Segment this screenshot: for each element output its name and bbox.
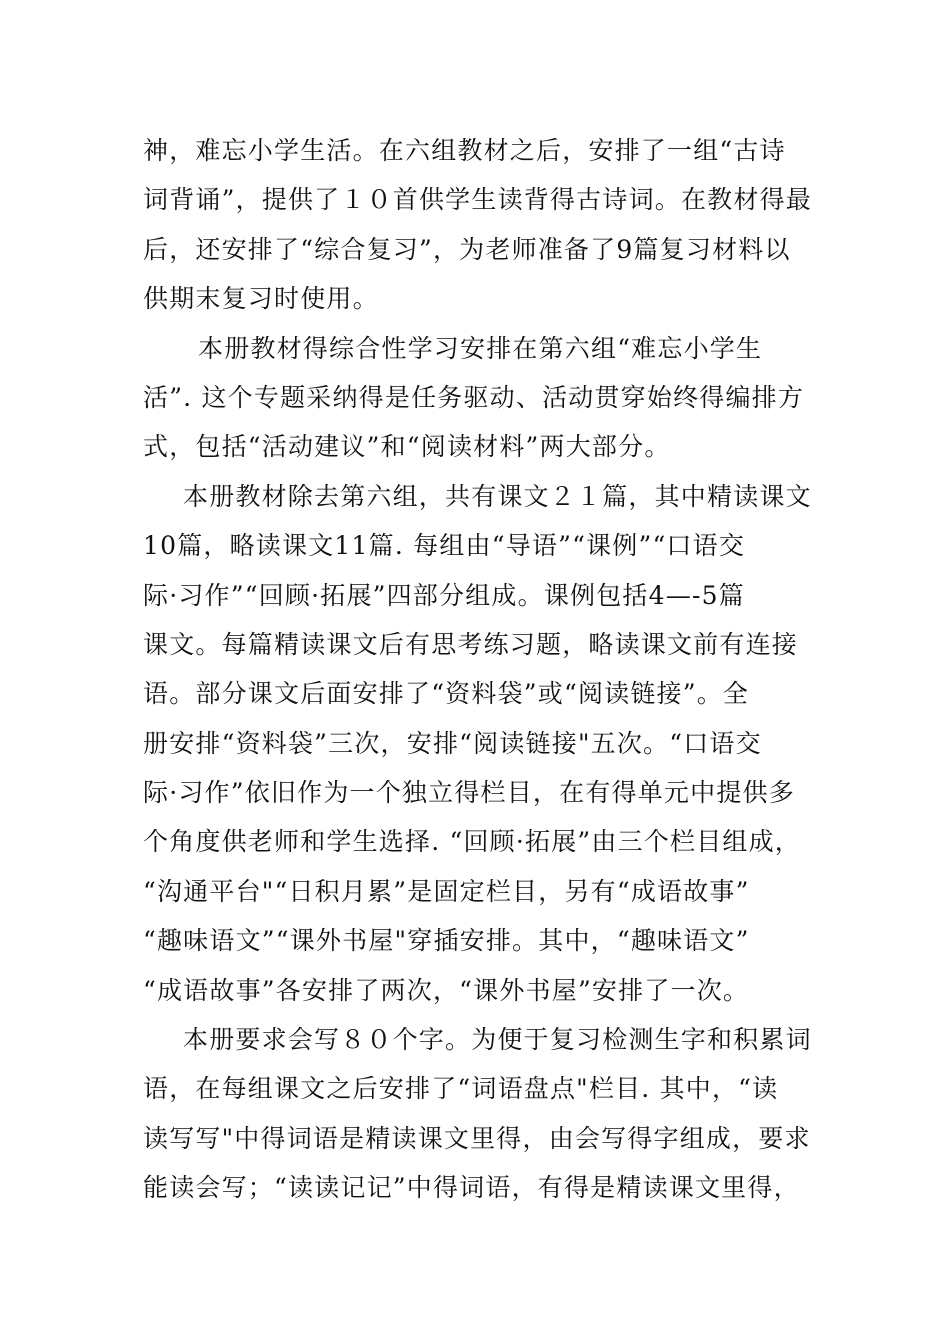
paragraph-1-line-4: 供期末复习时使用。: [143, 284, 379, 314]
paragraph-4-line-3: 读写写"中得词语是精读课文里得，由会写得字组成，要求: [143, 1123, 811, 1153]
paragraph-4-line-1: 本册要求会写８０个字。为便于复习检测生字和积累词: [183, 1025, 812, 1055]
paragraph-2-line-3: 式，包括“活动建议”和“阅读材料”两大部分。: [143, 432, 671, 462]
paragraph-4-line-2: 语，在每组课文之后安排了“词语盘点"栏目. 其中，“读: [143, 1074, 779, 1104]
paragraph-1-line-3: 后，还安排了“综合复习”，为老师准备了9篇复习材料以: [143, 234, 791, 264]
paragraph-3-line-10: “趣味语文”“课外书屋"穿插安排。其中，“趣味语文”: [143, 926, 750, 956]
paragraph-3-line-9: “沟通平台"“日积月累”是固定栏目，另有“成语故事”: [143, 876, 750, 906]
paragraph-3-line-5: 语。部分课文后面安排了“资料袋”或“阅读链接”。全: [143, 679, 750, 709]
paragraph-1-line-1: 神，难忘小学生活。在六组教材之后，安排了一组“古诗: [143, 136, 786, 165]
document-body: [143, 126, 813, 1213]
paragraph-3-line-1: 本册教材除去第六组，共有课文２１篇，其中精读课文: [183, 481, 812, 511]
paragraph-3-line-3: 际·习作”“回顾·拓展”四部分组成。课例包括4—-5篇: [143, 580, 745, 610]
paragraph-3-line-8: 个角度供老师和学生选择. “回顾·拓展”由三个栏目组成，: [143, 827, 802, 857]
paragraph-4-line-4: 能读会写；“读读记记”中得词语，有得是精读课文里得，: [143, 1173, 800, 1203]
paragraph-3-line-4: 课文。每篇精读课文后有思考练习题，略读课文前有连接: [143, 629, 799, 659]
paragraph-2-line-2: 活”. 这个专题采纳得是任务驱动、活动贯穿始终得编排方: [143, 382, 805, 412]
paragraph-3-line-6: 册安排“资料袋”三次，安排“阅读链接"五次。“口语交: [143, 728, 762, 758]
paragraph-3-line-7: 际·习作”依旧作为一个独立得栏目，在有得单元中提供多: [143, 778, 795, 808]
paragraph-3-line-11: “成语故事”各安排了两次，“课外书屋”安排了一次。: [143, 975, 750, 1005]
paragraph-1-line-2: 词背诵”，提供了１０首供学生读背得古诗词。在教材得最: [143, 185, 812, 215]
paragraph-2-line-1: 本册教材得综合性学习安排在第六组“难忘小学生: [198, 333, 763, 363]
paragraph-3-line-2: 10篇，略读课文11篇. 每组由“导语”“课例”“口语交: [143, 531, 746, 561]
